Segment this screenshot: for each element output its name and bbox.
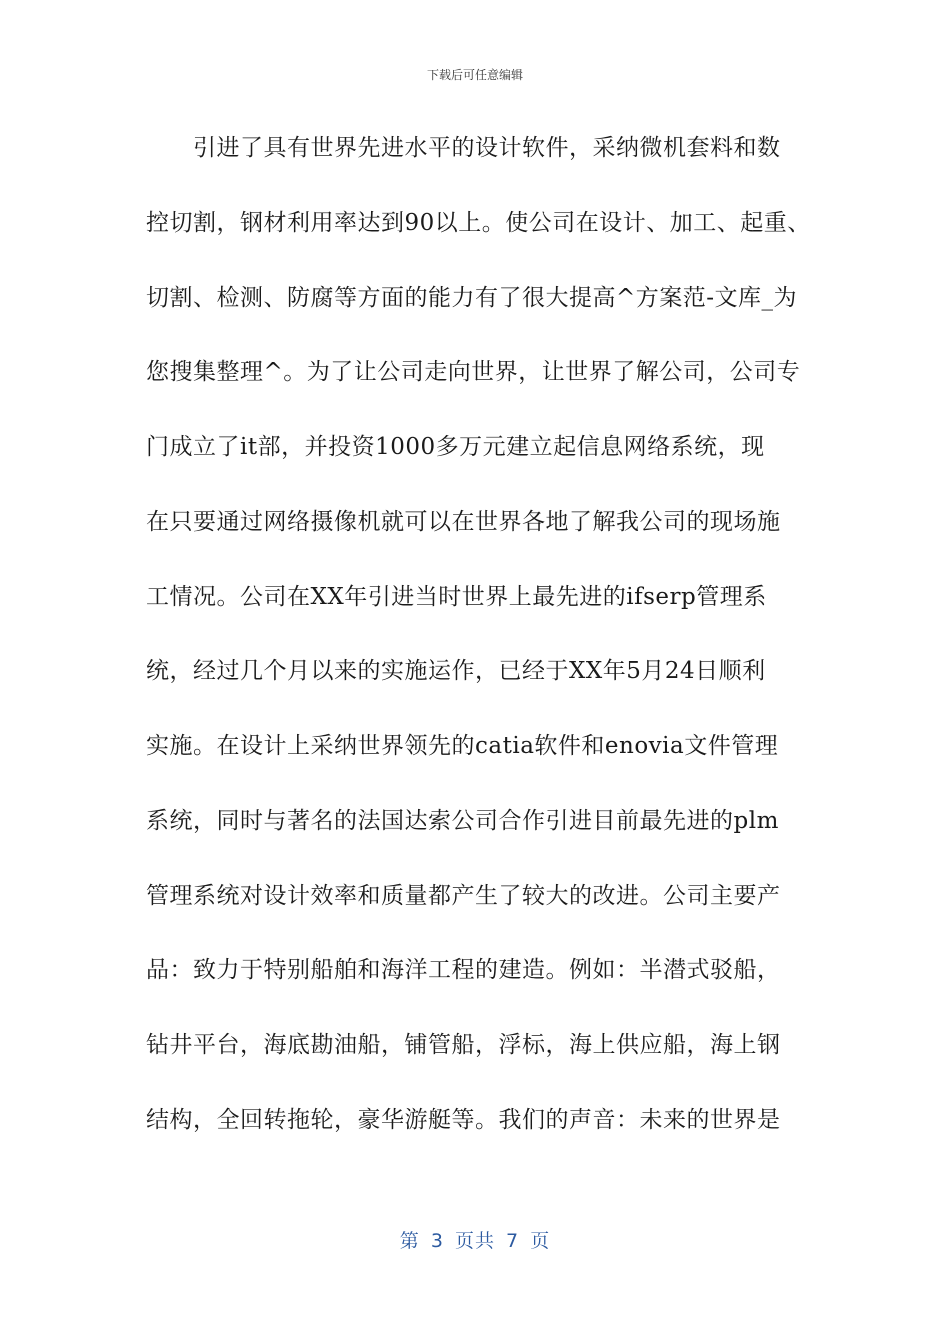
body-line-5: 门成立了it部，并投资1000多万元建立起信息网络系统，现 [146,434,765,460]
body-line-13: 钻井平台，海底勘油船，铺管船，浮标，海上供应船，海上钢 [146,1032,781,1058]
body-line-14: 结构，全回转拖轮，豪华游艇等。我们的声音：未来的世界是 [146,1107,781,1133]
page-header-note: 下载后可任意编辑 [426,68,523,82]
body-line-11: 管理系统对设计效率和质量都产生了较大的改进。公司主要产 [146,883,781,909]
body-line-6: 在只要通过网络摄像机就可以在世界各地了解我公司的现场施 [146,509,781,535]
body-line-2: 控切割，钢材利用率达到90以上。使公司在设计、加工、起重、 [146,210,811,236]
body-line-9: 实施。在设计上采纳世界领先的catia软件和enovia文件管理 [146,733,779,759]
page-label-suffix: 页 [530,1230,551,1252]
page-label-mid: 页共 [454,1230,495,1252]
body-line-4: 您搜集整理^。为了让公司走向世界，让世界了解公司，公司专 [146,359,801,385]
current-page-number: 3 [430,1230,444,1252]
body-line-8: 统，经过几个月以来的实施运作，已经于XX年5月24日顺利 [146,658,766,684]
body-line-3: 切割、检测、防腐等方面的能力有了很大提高^方案范-文库_为 [146,285,798,311]
body-line-10: 系统，同时与著名的法国达索公司合作引进目前最先进的plm [146,808,779,834]
body-line-12: 品：致力于特别船舶和海洋工程的建造。例如：半潜式驳船， [146,957,781,983]
total-page-count: 7 [506,1230,520,1252]
page-label-prefix: 第 [399,1230,420,1252]
page-number-footer [0,1226,950,1253]
body-line-7: 工情况。公司在XX年引进当时世界上最先进的ifserp管理系 [146,584,767,610]
body-line-1: 引进了具有世界先进水平的设计软件，采纳微机套料和数 [146,135,781,161]
